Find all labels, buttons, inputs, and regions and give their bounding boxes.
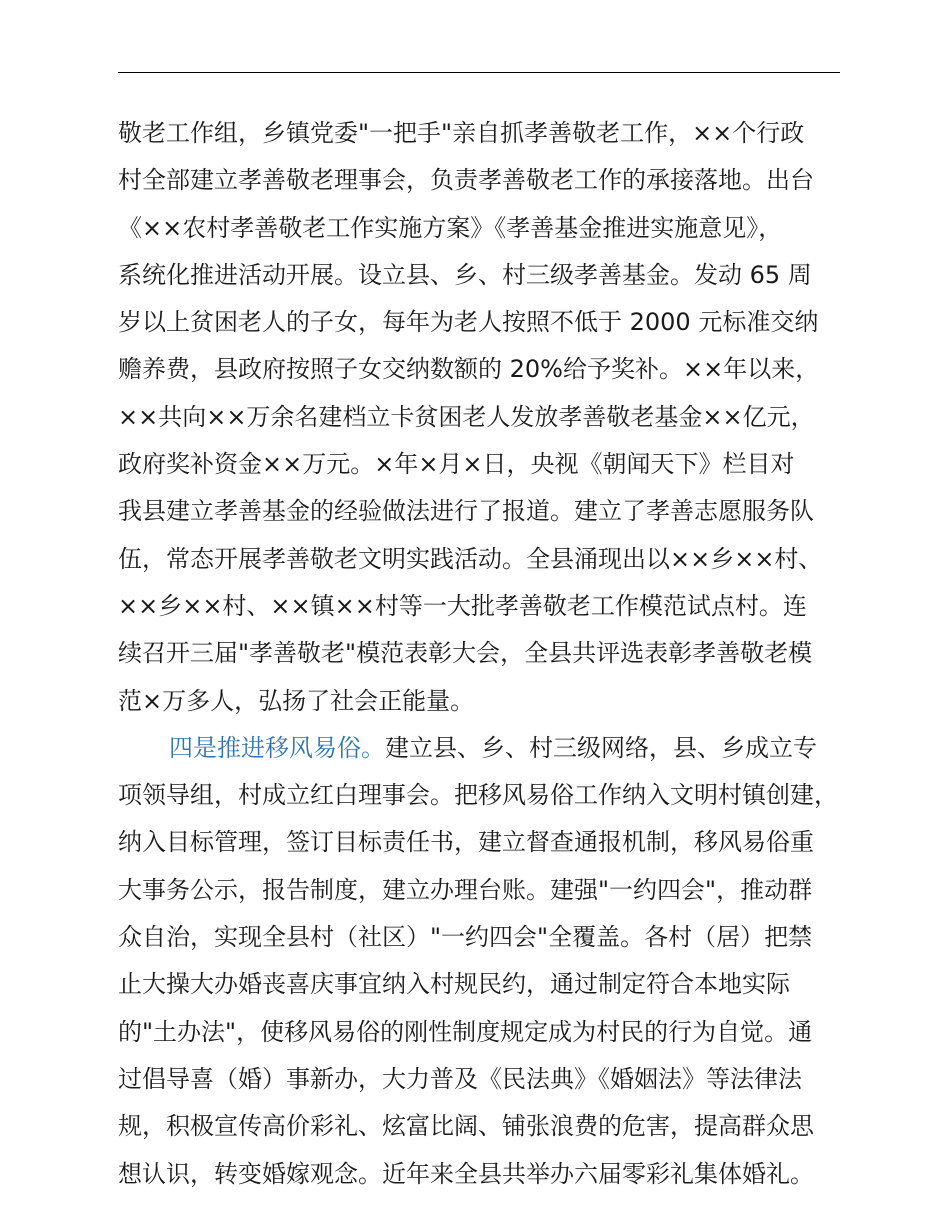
section-first-line	[118, 725, 844, 772]
paragraph-line: 过倡导喜（婚）事新办，大力普及《民法典》《婚姻法》等法律法	[118, 1064, 802, 1093]
paragraph-line: 范×万多人，弘扬了社会正能量。	[118, 686, 475, 715]
paragraph-line: 止大操大办婚丧喜庆事宜纳入村规民约，通过制定符合本地实际	[118, 970, 790, 999]
paragraph-line: 我县建立孝善基金的经验做法进行了报道。建立了孝善志愿服务队	[118, 497, 814, 526]
paragraph-line: 敬老工作组，乡镇党委"一把手"亲自抓孝善敬老工作，××个行政	[118, 119, 805, 147]
section-heading: 四是推进移风易俗。	[169, 733, 385, 762]
paragraph-line: 规，积极宣传高价彩礼、炫富比阔、铺张浪费的危害，提高群众思	[118, 1112, 814, 1141]
paragraph-line: 伍，常态开展孝善敬老文明实践活动。全县涌现出以××乡××村、	[118, 544, 823, 573]
paragraph-line: 项领导组，村成立红白理事会。把移风易俗工作纳入文明村镇创建，	[118, 781, 838, 810]
paragraph-line: 政府奖补资金××万元。×年×月×日，央视《朝闻天下》栏目对	[118, 450, 795, 479]
paragraph-line: 纳入目标管理，签订目标责任书，建立督查通报机制，移风易俗重	[118, 828, 814, 857]
paragraph-line: 《××农村孝善敬老工作实施方案》《孝善基金推进实施意见》，	[118, 213, 783, 242]
paragraph-line: ××乡××村、××镇××村等一大批孝善敬老工作模范试点村。连	[118, 591, 807, 620]
paragraph-line: 系统化推进活动开展。设立县、乡、村三级孝善基金。发动 65 周	[118, 260, 812, 289]
section-first-line-text: 建立县、乡、村三级网络，县、乡成立专	[385, 733, 817, 762]
paragraph-line: ××共向××万余名建档立卡贫困老人发放孝善敬老基金××亿元，	[118, 402, 815, 431]
paragraph-line: 村全部建立孝善敬老理事会，负责孝善敬老工作的承接落地。出台	[118, 166, 814, 195]
paragraph-line: 大事务公示，报告制度，建立办理台账。建强"一约四会"，推动群	[118, 875, 813, 904]
paragraph-line: 想认识，转变婚嫁观念。近年来全县共举办六届零彩礼集体婚礼。	[118, 1159, 814, 1188]
paragraph-line: 赡养费，县政府按照子女交纳数额的 20%给予奖补。××年以来，	[118, 355, 820, 384]
document-body	[118, 110, 844, 1198]
paragraph-line: 的"土办法"，使移风易俗的刚性制度规定成为村民的行为自觉。通	[118, 1017, 813, 1046]
paragraph-line: 续召开三届"孝善敬老"模范表彰大会，全县共评选表彰孝善敬老模	[118, 639, 813, 668]
paragraph-line: 岁以上贫困老人的子女，每年为老人按照不低于 2000 元标准交纳	[118, 308, 819, 337]
paragraph-line: 众自治，实现全县村（社区）"一约四会"全覆盖。各村（居）把禁	[118, 923, 813, 952]
header-rule	[118, 72, 840, 73]
